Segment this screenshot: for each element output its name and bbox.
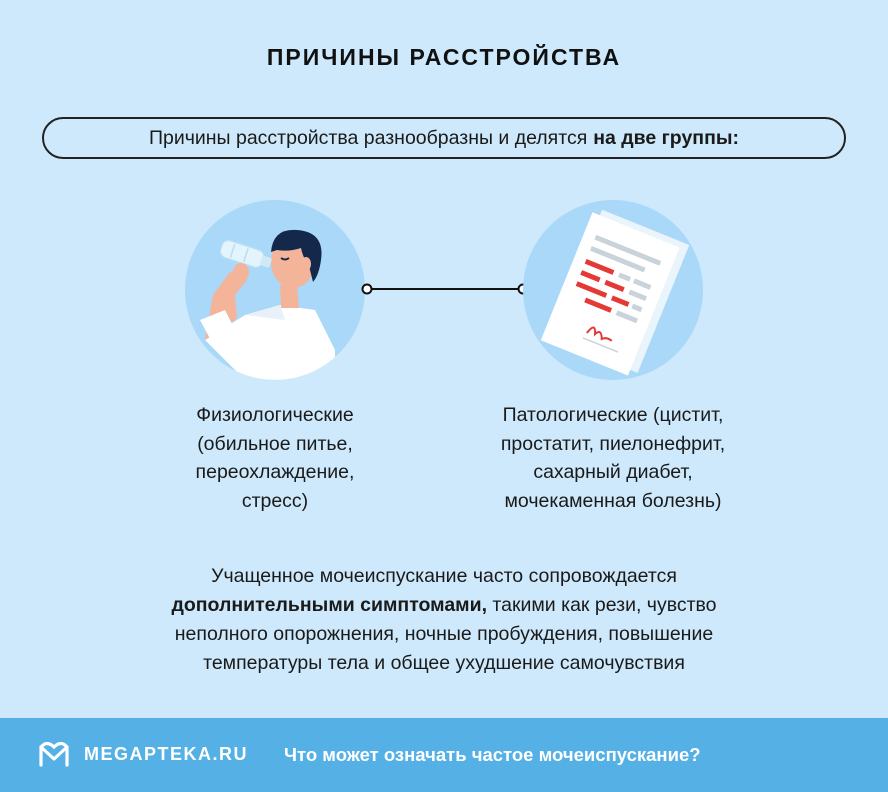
intro-bold-text: на две группы:: [593, 126, 740, 149]
paragraph-line: неполного опорожнения, ночные пробуждения, повышение: [174, 623, 714, 645]
caption-line: Физиологические: [196, 404, 354, 426]
group-connector: [361, 282, 529, 296]
paragraph-bold: дополнительными симптомами,: [171, 594, 487, 616]
person-drinking-icon: [185, 200, 365, 380]
caption-line: мочекаменная болезнь): [504, 489, 722, 512]
brand-name[interactable]: MEGAPTEKA.RU: [84, 744, 249, 764]
paragraph-line: [60, 591, 828, 620]
footer-bar: [0, 718, 888, 792]
megapteka-logo-icon[interactable]: [38, 741, 70, 769]
footer-question: Что может означать частое мочеиспускание?: [284, 744, 701, 765]
caption-line: переохлаждение,: [195, 461, 355, 483]
person-drinking-illustration: [185, 200, 365, 380]
caption-line: стресс): [241, 489, 309, 512]
caption-line: (обильное питье,: [197, 432, 353, 455]
medical-document-icon: [523, 200, 703, 380]
symptoms-paragraph: [60, 562, 828, 678]
paragraph-line: температуры тела и общее ухудшение самочувствия: [203, 652, 685, 674]
medical-document-illustration: [523, 200, 703, 380]
pathological-caption: [448, 401, 778, 515]
page-title: ПРИЧИНЫ РАССТРОЙСТВА: [266, 44, 622, 70]
intro-text: Причины расстройства разнообразны и делятся: [148, 126, 588, 149]
caption-line: сахарный диабет,: [533, 461, 693, 483]
paragraph-rest: такими как рези, чувство: [487, 594, 717, 616]
intro-banner: [42, 117, 846, 159]
physiological-caption: [140, 401, 410, 515]
paragraph-line: Учащенное мочеиспускание часто сопровождается: [211, 565, 677, 587]
caption-line: Патологические (цистит,: [502, 404, 724, 426]
caption-line: простатит, пиелонефрит,: [500, 432, 726, 455]
